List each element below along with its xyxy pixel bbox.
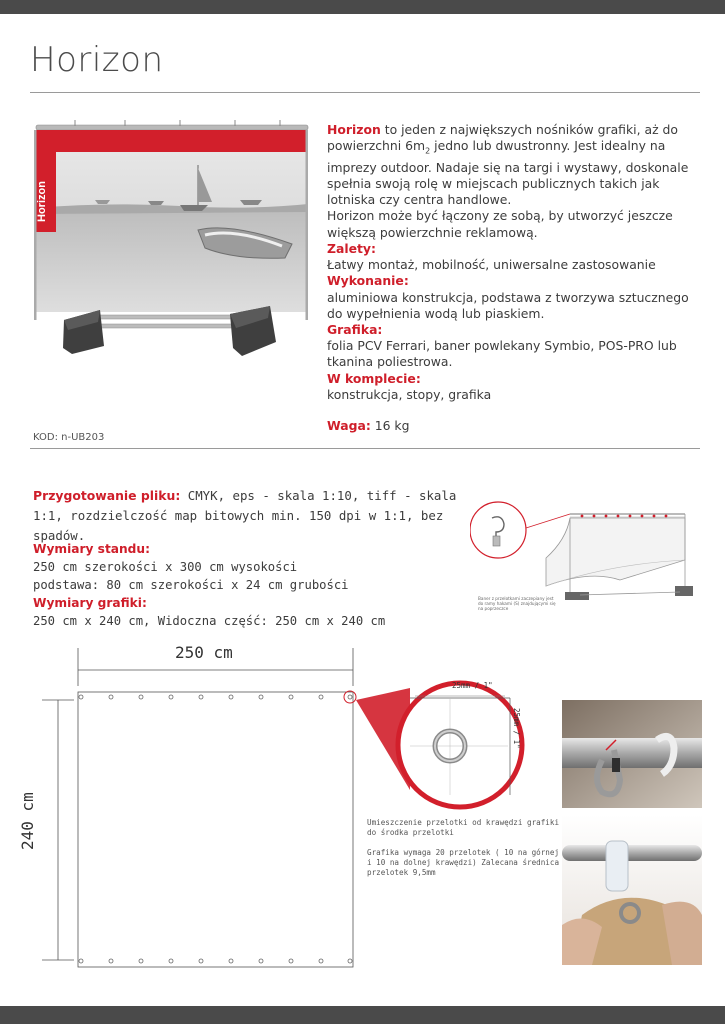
wykonanie-text: aluminiowa konstrukcja, podstawa z tworzywa sztucznego do wypełnienia wodą lub piaskiem. xyxy=(327,289,689,321)
grommet-height-label: 25mm / 1" xyxy=(512,708,521,749)
grommet-count-note: Grafika wymaga 20 przelotek ( 10 na górnej i 10 na dolnej krawędzi) Zalecana średnica przelotek 9,5mm xyxy=(367,848,560,877)
grommet-photo xyxy=(562,815,702,965)
stand-dimensions-1: 250 cm szerokości x 300 cm wysokości xyxy=(33,560,298,574)
zalety-text: Łatwy montaż, mobilność, uniwersalne zastosowanie xyxy=(327,257,656,273)
product-description xyxy=(327,122,707,434)
intro-text: to jeden z największych nośników grafiki, aż do powierzchni 6m xyxy=(327,122,678,154)
preparation-text: CMYK, eps - skala 1:10, tiff - skala 1:1, rozdzielczość map bitowych min. 150 dpi w 1:1, bez spadów. xyxy=(33,488,457,543)
komplecie-heading: W komplecie: xyxy=(327,370,421,386)
grafika-heading: Grafika: xyxy=(327,321,383,337)
bottom-bar xyxy=(0,1006,725,1024)
intro-text-2: jedno lub dwustronny. Jest idealny na imprezy outdoor. Nadaje się na targi i wystawy, doskonale spełnia swoją rolę w miejscach publicznych takich jak lotniska czy centra handlowe. xyxy=(327,138,689,208)
dimensions-block xyxy=(33,540,453,630)
preparation-heading: Przygotowanie pliku: xyxy=(33,488,181,503)
divider xyxy=(30,448,700,449)
banner-label: Horizon xyxy=(36,181,48,222)
brand-name: Horizon xyxy=(327,122,381,137)
zalety-heading: Zalety: xyxy=(327,240,376,256)
width-label: 250 cm xyxy=(175,643,233,662)
hook-photo xyxy=(562,700,702,808)
grafika-text: folia PCV Ferrari, baner powlekany Symbio, POS-PRO lub tkanina poliestrowa. xyxy=(327,338,677,370)
divider xyxy=(30,92,700,93)
graphic-dimensions-heading: Wymiary grafiki: xyxy=(33,596,147,610)
placement-note: Umieszczenie przelotki od krawędzi grafiki do środka przelotki xyxy=(367,818,560,837)
graphic-dimensions: 250 cm x 240 cm, Widoczna część: 250 cm x 240 cm xyxy=(33,614,386,628)
komplecie-text: konstrukcja, stopy, grafika xyxy=(327,386,492,402)
product-photo xyxy=(30,110,315,365)
top-bar xyxy=(0,0,725,14)
hook-note: Baner z przelotkami zaczepiany jest do ramy hakami (S) znajdującymi się na poprzeczce xyxy=(478,596,556,612)
stand-dimensions-2: podstawa: 80 cm szerokości x 24 cm grubości xyxy=(33,578,349,592)
waga-value: 16 kg xyxy=(370,417,410,433)
waga-heading: Waga: xyxy=(327,417,371,433)
intro-subscript: 2 xyxy=(425,146,431,156)
stand-sketch xyxy=(470,500,700,635)
page-title: Horizon xyxy=(30,40,164,80)
grommet-layout-diagram xyxy=(30,640,370,975)
wykonanie-heading: Wykonanie: xyxy=(327,273,409,289)
grommet-zoom-detail xyxy=(350,660,550,810)
intro-text-3: Horizon może być łączony ze sobą, by utworzyć jeszcze większą powierzchnie reklamową. xyxy=(327,208,673,240)
stand-dimensions-heading: Wymiary standu: xyxy=(33,542,150,556)
file-preparation xyxy=(33,486,473,546)
grommet-width-label: 25mm / 1" xyxy=(452,681,493,690)
height-label: 240 cm xyxy=(18,792,37,850)
product-code: KOD: n-UB203 xyxy=(33,432,105,443)
